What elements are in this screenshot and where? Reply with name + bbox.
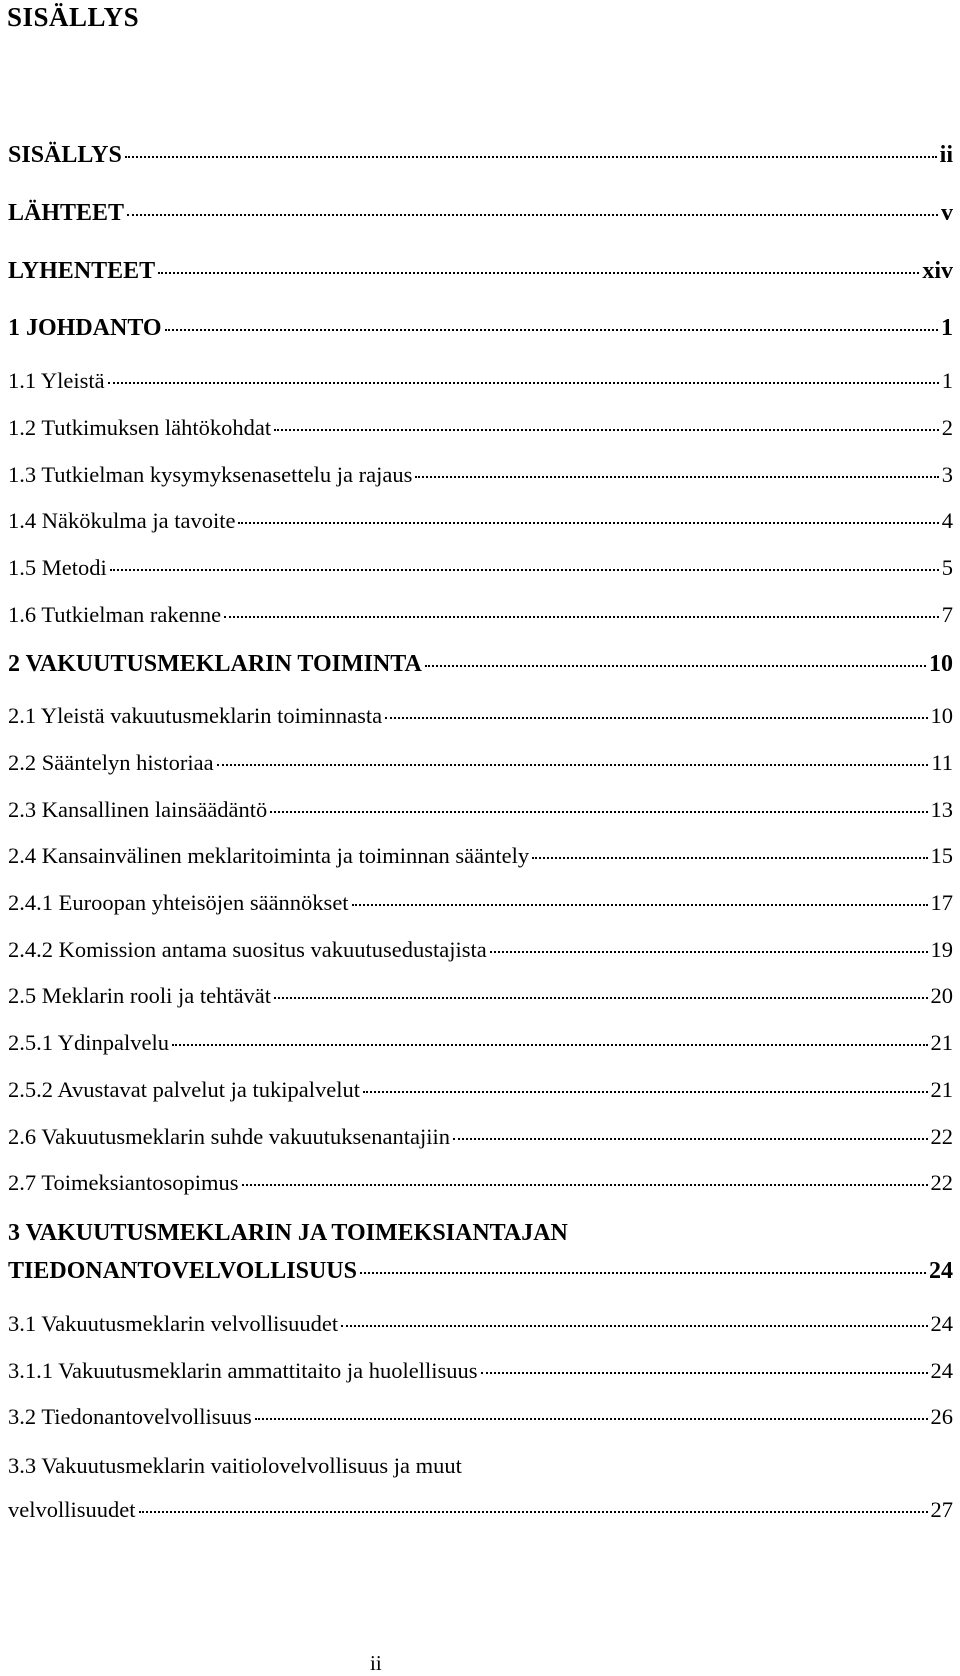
dot-leader <box>255 1417 928 1420</box>
dot-leader <box>238 521 938 524</box>
dot-leader <box>363 1090 927 1093</box>
toc-page: 26 <box>930 1404 953 1429</box>
toc-label: LÄHTEET <box>8 200 125 226</box>
toc-entry[interactable] <box>8 1259 953 1283</box>
toc-page: 24 <box>929 1258 953 1284</box>
dot-leader <box>274 996 927 999</box>
toc-entry[interactable] <box>8 557 953 580</box>
dot-leader <box>139 1510 928 1513</box>
toc-entry[interactable] <box>8 201 953 225</box>
toc-label: 2 VAKUUTUSMEKLARIN TOIMINTA <box>8 651 422 677</box>
toc-label-line1: 3 VAKUUTUSMEKLARIN JA TOIMEKSIANTAJAN <box>8 1220 568 1246</box>
toc-entry[interactable] <box>8 1360 953 1383</box>
toc-label: 2.4 Kansainvälinen meklaritoiminta ja toiminnan sääntely <box>8 843 530 868</box>
dot-leader <box>165 328 938 331</box>
toc-label: 3.2 Tiedonantovelvollisuus <box>8 1404 252 1429</box>
dot-leader <box>110 568 939 571</box>
toc-label: 1.4 Näkökulma ja tavoite <box>8 508 236 533</box>
toc-label: 2.6 Vakuutusmeklarin suhde vakuutuksenantajiin <box>8 1124 451 1149</box>
toc-entry[interactable] <box>8 370 953 393</box>
toc-page: 11 <box>931 750 953 775</box>
toc-page: 5 <box>941 555 953 580</box>
dot-leader <box>270 810 927 813</box>
toc-label: SISÄLLYS <box>8 142 122 168</box>
toc-label: 2.3 Kansallinen lainsäädäntö <box>8 797 268 822</box>
toc-entry[interactable] <box>8 1079 953 1102</box>
toc-page: v <box>941 200 953 226</box>
toc-label: 1.6 Tutkielman rakenne <box>8 602 222 627</box>
dot-leader <box>127 213 938 216</box>
toc-entry[interactable] <box>8 143 953 167</box>
toc-page: 27 <box>930 1497 953 1522</box>
toc-label: 3.1.1 Vakuutusmeklarin ammattitaito ja huolellisuus <box>8 1358 478 1383</box>
toc-entry[interactable] <box>8 464 953 487</box>
toc-entry[interactable] <box>8 799 953 822</box>
toc-label: 1.3 Tutkielman kysymyksenasettelu ja rajaus <box>8 462 413 487</box>
dot-leader <box>108 381 939 384</box>
dot-leader <box>352 903 928 906</box>
toc-entry[interactable] <box>8 705 953 728</box>
page-number: ii <box>370 1651 382 1675</box>
toc-page: 22 <box>930 1124 953 1149</box>
toc-page: 7 <box>941 602 953 627</box>
toc-page: 4 <box>941 508 953 533</box>
toc-label: 2.2 Sääntelyn historiaa <box>8 750 214 775</box>
toc-page: 15 <box>930 843 953 868</box>
toc-page: ii <box>939 142 953 168</box>
toc-entry[interactable] <box>8 1032 953 1055</box>
toc-entry[interactable] <box>8 510 953 533</box>
toc-label-line1: 3.3 Vakuutusmeklarin vaitiolovelvollisuus ja muut <box>8 1453 462 1478</box>
dot-leader <box>453 1137 927 1140</box>
toc-entry[interactable] <box>8 1126 953 1149</box>
toc-entry[interactable] <box>8 652 953 676</box>
toc-entry[interactable] <box>8 939 953 962</box>
dot-leader <box>490 950 928 953</box>
toc-page: 22 <box>930 1170 953 1195</box>
toc-page: 2 <box>941 415 953 440</box>
toc-entry[interactable] <box>8 1499 953 1522</box>
dot-leader <box>217 763 929 766</box>
toc-label: 2.5 Meklarin rooli ja tehtävät <box>8 983 272 1008</box>
toc-page: 10 <box>930 703 953 728</box>
toc-label: TIEDONANTOVELVOLLISUUS <box>8 1258 357 1284</box>
toc-entry[interactable] <box>8 1172 953 1195</box>
dot-leader <box>415 475 938 478</box>
dot-leader <box>158 271 919 274</box>
toc-entry[interactable] <box>8 752 953 775</box>
dot-leader <box>341 1324 927 1327</box>
toc-page: 13 <box>930 797 953 822</box>
toc-label: 1 JOHDANTO <box>8 315 162 341</box>
toc-entry[interactable] <box>8 985 953 1008</box>
toc-page: 1 <box>941 368 953 393</box>
toc-entry[interactable] <box>8 417 953 440</box>
toc-page: 17 <box>930 890 953 915</box>
toc-entry[interactable] <box>8 604 953 627</box>
toc-label: 2.4.1 Euroopan yhteisöjen säännökset <box>8 890 349 915</box>
dot-leader <box>532 856 927 859</box>
toc-page: 21 <box>930 1030 953 1055</box>
page-title: SISÄLLYS <box>7 2 140 32</box>
toc-entry[interactable] <box>8 845 953 868</box>
toc-page: 10 <box>929 651 953 677</box>
dot-leader <box>172 1043 927 1046</box>
dot-leader <box>242 1183 928 1186</box>
toc-page: 1 <box>941 315 953 341</box>
dot-leader <box>360 1271 926 1274</box>
toc-page: xiv <box>922 258 953 284</box>
dot-leader <box>425 664 926 667</box>
dot-leader <box>385 716 927 719</box>
toc-page: 19 <box>930 937 953 962</box>
toc-page: 24 <box>930 1358 953 1383</box>
toc-entry[interactable] <box>8 259 953 283</box>
toc-label: 3.1 Vakuutusmeklarin velvollisuudet <box>8 1311 339 1336</box>
toc-entry[interactable] <box>8 1406 953 1429</box>
dot-leader <box>224 615 939 618</box>
toc-label: 2.1 Yleistä vakuutusmeklarin toiminnasta <box>8 703 383 728</box>
toc-entry[interactable] <box>8 892 953 915</box>
toc-page: 3 <box>941 462 953 487</box>
toc-label: 2.5.2 Avustavat palvelut ja tukipalvelut <box>8 1077 361 1102</box>
toc-label: 1.2 Tutkimuksen lähtökohdat <box>8 415 272 440</box>
toc-page: 24 <box>930 1311 953 1336</box>
toc-entry[interactable] <box>8 316 953 340</box>
toc-label: 1.5 Metodi <box>8 555 107 580</box>
toc-label: velvollisuudet <box>8 1497 136 1522</box>
toc-page: 20 <box>930 983 953 1008</box>
toc-label: 1.1 Yleistä <box>8 368 105 393</box>
toc-page: 21 <box>930 1077 953 1102</box>
toc-label: 2.5.1 Ydinpalvelu <box>8 1030 170 1055</box>
dot-leader <box>481 1371 928 1374</box>
dot-leader <box>125 155 937 158</box>
toc-label: 2.4.2 Komission antama suositus vakuutusedustajista <box>8 937 487 962</box>
toc-label: 2.7 Toimeksiantosopimus <box>8 1170 239 1195</box>
toc-entry[interactable] <box>8 1313 953 1336</box>
dot-leader <box>274 428 939 431</box>
toc-label: LYHENTEET <box>8 258 156 284</box>
